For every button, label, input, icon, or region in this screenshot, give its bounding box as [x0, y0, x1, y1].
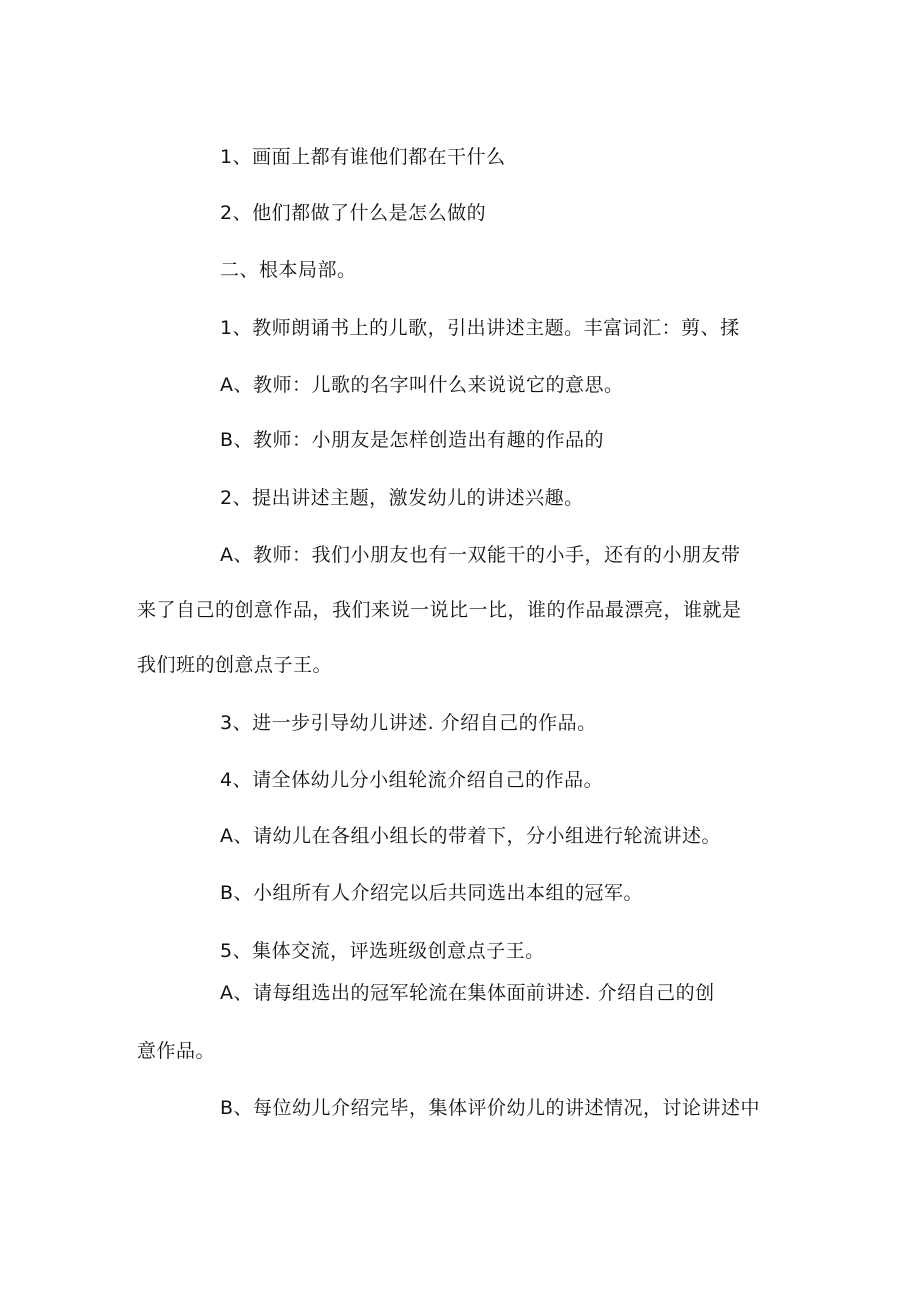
step-2-item-a-line-1: A、教师：我们小朋友也有一双能干的小手，还有的小朋友带: [220, 544, 741, 566]
step-4-item-a: A、请幼儿在各组小组长的带着下，分小组进行轮流讲述。: [220, 825, 721, 847]
step-3: 3、进一步引导幼儿讲述. 介绍自己的作品。: [220, 712, 597, 734]
step-5-item-a-line-1: A、请每组选出的冠军轮流在集体面前讲述. 介绍自己的创: [220, 982, 715, 1004]
step-2-item-a-line-2: 来了自己的创意作品，我们来说一说比一比，谁的作品最漂亮，谁就是: [137, 599, 742, 621]
question-2: 2、他们都做了什么是怎么做的: [220, 202, 487, 224]
step-1-item-a: A、教师：儿歌的名字叫什么来说说它的意思。: [220, 374, 624, 396]
step-5-item-b-line-1: B、每位幼儿介绍完毕，集体评价幼儿的讲述情况，讨论讲述中: [220, 1097, 761, 1119]
section-heading-basic: 二、根本局部。: [220, 259, 357, 281]
step-1-item-b: B、教师：小朋友是怎样创造出有趣的作品的: [220, 429, 605, 451]
question-1: 1、画面上都有谁他们都在干什么: [220, 146, 506, 168]
step-1: 1、教师朗诵书上的儿歌，引出讲述主题。丰富词汇：剪、揉: [220, 317, 740, 339]
step-4: 4、请全体幼儿分小组轮流介绍自己的作品。: [220, 769, 604, 791]
step-4-item-b: B、小组所有人介绍完以后共同选出本组的冠军。: [220, 882, 644, 904]
step-2: 2、提出讲述主题，激发幼儿的讲述兴趣。: [220, 487, 584, 509]
step-5: 5、集体交流，评选班级创意点子王。: [220, 940, 545, 962]
step-2-item-a-line-3: 我们班的创意点子王。: [137, 654, 333, 676]
step-5-item-a-line-2: 意作品。: [137, 1040, 216, 1062]
